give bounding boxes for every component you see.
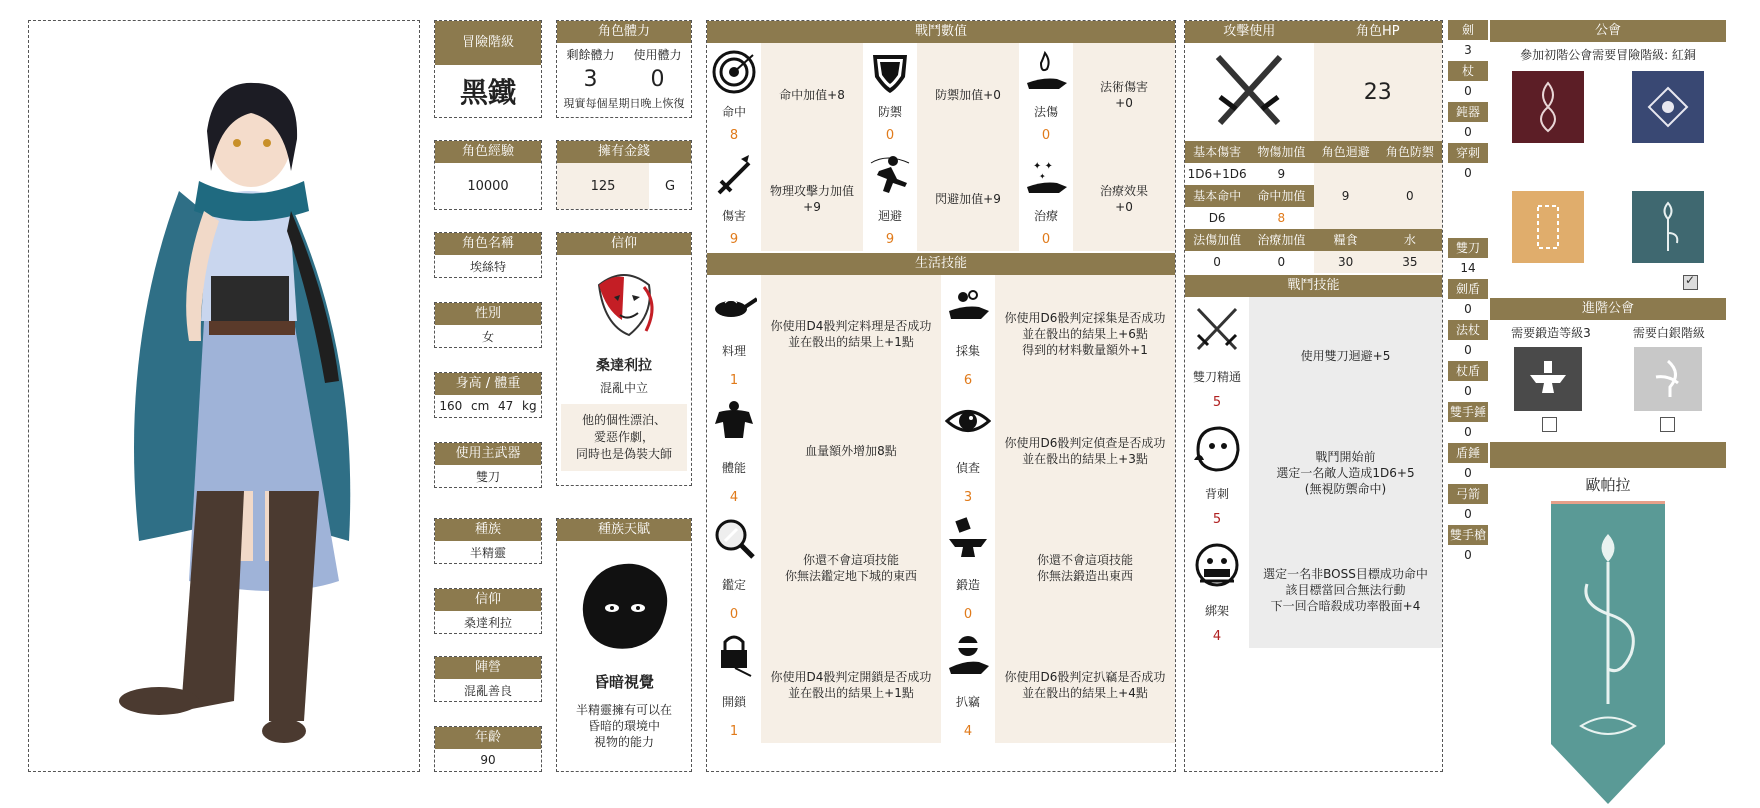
anvil-guild-emblem[interactable] [1514, 347, 1582, 411]
exp-value: 10000 [467, 178, 509, 194]
life-skill-value: 6 [963, 373, 973, 388]
crossed-swords-icon [1190, 303, 1244, 357]
weapon-level-value: 0 [1464, 507, 1472, 521]
hit-bonus-value: 8 [1277, 211, 1286, 225]
base-damage-value: 1D6+1D6 [1187, 167, 1247, 181]
hp-label: 角色HP [1355, 24, 1400, 39]
combat-stats-title: 戰鬥數值 [707, 21, 1175, 43]
stamina-title: 角色體力 [557, 21, 691, 43]
life-skills-title: 生活技能 [707, 253, 1175, 275]
combat-stat-icon-column [1019, 43, 1073, 147]
combat-stat-icon-column [707, 43, 761, 147]
svg-text:✦: ✦ [1039, 172, 1046, 181]
height-weight-box [434, 372, 542, 418]
life-skill-cell [941, 392, 1175, 509]
combat-stat-effect: 閃避加值+9 [917, 147, 1019, 251]
joined-guild-header [1490, 442, 1726, 468]
combat-skill-cell [1185, 531, 1442, 648]
combat-skill-cell [1185, 414, 1442, 531]
weapon-level-value: 0 [1464, 166, 1472, 180]
weapon-level-value: 0 [1464, 84, 1472, 98]
life-skill-row [707, 392, 1175, 509]
combat-stat-name: 迴避 [877, 209, 902, 223]
height-value: 160 [439, 399, 463, 413]
combat-skill-name: 綁架 [1204, 603, 1229, 618]
height-weight-label: 身高 / 體重 [435, 373, 541, 395]
base-hit-value: D6 [1208, 211, 1226, 225]
life-skill-effect: 你使用D6骰判定扒竊是否成功 並在骰出的結果上+4點 [995, 626, 1175, 743]
life-skill-cell [941, 509, 1175, 626]
advanced-guild-title: 進階公會 [1490, 298, 1726, 320]
weapon-level-value: 0 [1464, 343, 1472, 357]
life-skill-value: 4 [729, 490, 739, 505]
weapon-level-value: 0 [1464, 548, 1472, 562]
attack-panel [1184, 20, 1443, 772]
name-box [434, 232, 542, 278]
deity-desc-line: 他的個性漂泊、 [581, 413, 666, 427]
lock-icon [711, 632, 757, 678]
money-box [556, 140, 692, 210]
weight-unit: kg [522, 399, 537, 413]
combat-stat-icon-column [863, 147, 917, 251]
life-skill-name: 採集 [955, 343, 980, 358]
main-weapon-box [434, 442, 542, 488]
bound-face-icon [1190, 537, 1244, 591]
life-skill-icon-column [941, 392, 995, 509]
life-skill-row [707, 275, 1175, 392]
faith-box [434, 588, 542, 634]
combat-skills-title: 戰鬥技能 [1185, 275, 1442, 297]
combat-skill-value: 5 [1212, 512, 1222, 527]
guild-emblem-teal[interactable] [1632, 191, 1704, 263]
combat-skill-icon-column [1185, 297, 1249, 414]
race-talent-desc-line: 昏暗的環境中 [587, 719, 660, 733]
weapon-level-label: 劍盾 [1448, 279, 1488, 299]
gender-label: 性別 [435, 303, 541, 325]
life-skill-cell [941, 275, 1175, 392]
weapon-level-value: 0 [1464, 125, 1472, 139]
life-skill-effect: 你還不會這項技能 你無法鍛造出東西 [995, 509, 1175, 626]
combat-stat-name: 治療 [1033, 209, 1058, 223]
combat-stat-cell [707, 147, 863, 251]
money-title: 擁有金錢 [557, 141, 691, 163]
alignment-box [434, 656, 542, 702]
combat-row [707, 43, 1175, 147]
combat-skill-value: 4 [1212, 629, 1222, 644]
life-skill-effect: 你使用D6骰判定採集是否成功 並在骰出的結果上+6點 得到的材料數量額外+1 [995, 275, 1175, 392]
life-skill-row [707, 509, 1175, 626]
character-portrait [29, 21, 419, 771]
muscle-icon [711, 398, 757, 444]
food-label: 糧食 [1333, 233, 1358, 247]
combat-stat-cell [863, 147, 1019, 251]
life-skill-effect: 血量額外增加8點 [761, 392, 941, 509]
guild-teal-checkbox[interactable] [1683, 275, 1698, 290]
weapon-level-value: 0 [1464, 302, 1472, 316]
combat-stat-name: 法傷 [1033, 105, 1058, 119]
life-skill-value: 4 [963, 724, 973, 739]
defense-label: 角色防禦 [1385, 145, 1434, 159]
life-skill-value: 3 [963, 490, 973, 505]
weapon-level-value: 0 [1464, 384, 1472, 398]
advanced-req-silver: 需要白銀階級 [1632, 326, 1705, 340]
combat-stat-value: 9 [729, 232, 739, 247]
age-value: 90 [480, 753, 496, 767]
combat-skill-effect: 選定一名非BOSS目標成功命中 該目標當回合無法行動 下一回合暗殺成功率骰面+4 [1249, 531, 1442, 648]
stamina-remain-label: 剩餘體力 [566, 48, 615, 62]
sword-icon [711, 153, 757, 199]
guild-banner [1551, 501, 1665, 808]
life-skill-row [707, 626, 1175, 743]
weapon-level-value: 0 [1464, 425, 1472, 439]
alignment-value: 混亂善良 [463, 683, 512, 698]
life-skill-cell [707, 275, 941, 392]
life-skill-cell [707, 509, 941, 626]
life-skill-name: 偵查 [955, 460, 980, 475]
silver-guild-emblem[interactable] [1634, 347, 1702, 411]
rank-label: 冒險階級 [435, 21, 541, 65]
defense-value: 0 [1378, 163, 1442, 229]
weapon-level-value: 0 [1464, 466, 1472, 480]
weapon-level-label: 杖 [1448, 61, 1488, 81]
combat-stat-effect: 防禦加值+0 [917, 43, 1019, 147]
weapon-level-label: 雙手錘 [1448, 402, 1488, 422]
life-skill-icon-column [941, 626, 995, 743]
life-skill-icon-column [707, 392, 761, 509]
main-weapon-value: 雙刀 [475, 469, 500, 484]
race-talent-title: 種族天賦 [557, 519, 691, 541]
main-weapon-label: 使用主武器 [435, 443, 541, 465]
life-skill-name: 開鎖 [721, 694, 746, 709]
gender-box [434, 302, 542, 348]
combat-stat-effect: 命中加值+8 [761, 43, 863, 147]
guild-panel [1490, 20, 1726, 772]
magnifier-icon [711, 515, 757, 561]
combat-skill-icon-column [1185, 531, 1249, 648]
guild-note: 參加初階公會需要冒險階級: 紅銅 [1520, 48, 1696, 62]
attack-header [1185, 21, 1442, 43]
stamina-use-value: 0 [650, 67, 665, 92]
combat-stat-value: 0 [885, 128, 895, 143]
weapon-level-label: 鈍器 [1448, 102, 1488, 122]
deity-title: 信仰 [557, 233, 691, 255]
combat-skill-name: 雙刀精通 [1192, 369, 1241, 384]
gender-value: 女 [481, 329, 494, 344]
combat-stat-effect: 法術傷害 +0 [1073, 43, 1175, 147]
weapon-level-value: 3 [1464, 43, 1472, 57]
name-label: 角色名稱 [435, 233, 541, 255]
heal-hand-icon [1023, 153, 1069, 199]
crossed-swords-icon [1185, 43, 1314, 141]
rank-value: 黑鐵 [459, 76, 516, 109]
heal-bonus-label: 治療加值 [1257, 233, 1306, 247]
thief-icon [945, 632, 991, 678]
deity-description [561, 404, 687, 471]
height-unit: cm [471, 399, 490, 413]
age-label: 年齡 [435, 727, 541, 749]
food-value: 30 [1314, 251, 1378, 273]
magic-bonus-label: 法傷加值 [1193, 233, 1242, 247]
race-value: 半精靈 [469, 545, 506, 560]
life-skill-name: 料理 [721, 343, 746, 358]
combat-stat-cell [863, 43, 1019, 147]
magic-hand-icon [1023, 49, 1069, 95]
guild-emblem-amber[interactable] [1512, 191, 1584, 263]
heal-bonus-value: 0 [1277, 255, 1286, 269]
evade-value: 9 [1314, 163, 1378, 229]
combat-stat-icon-column [863, 43, 917, 147]
gather-hand-icon [945, 281, 991, 327]
backstab-face-icon [1190, 420, 1244, 474]
combat-stat-effect: 治療效果 +0 [1073, 147, 1175, 251]
race-label: 種族 [435, 519, 541, 541]
character-portrait-frame [28, 20, 420, 772]
guild-title: 公會 [1490, 20, 1726, 42]
life-skill-name: 鍛造 [955, 577, 980, 592]
life-skill-icon-column [941, 509, 995, 626]
age-box [434, 726, 542, 772]
deity-alignment: 混亂中立 [599, 381, 648, 395]
deity-desc-line: 同時也是偽裝大師 [575, 447, 672, 461]
weight-value: 47 [498, 399, 514, 413]
frying-pan-icon [711, 281, 757, 327]
evade-label: 角色迴避 [1321, 145, 1370, 159]
weapon-levels-column [1448, 20, 1488, 772]
shield-icon [867, 49, 913, 95]
hp-value: 23 [1314, 43, 1443, 141]
combat-row [707, 147, 1175, 251]
combat-stat-cell [707, 43, 863, 147]
life-skill-effect: 你還不會這項技能 你無法鑑定地下城的東西 [761, 509, 941, 626]
deity-desc-line: 愛惡作劇， [593, 430, 654, 444]
combat-stat-name: 命中 [721, 105, 746, 119]
base-damage-label: 基本傷害 [1193, 145, 1242, 159]
attack-use-label: 攻擊使用 [1223, 24, 1276, 39]
combat-skill-effect: 使用雙刀迴避+5 [1249, 297, 1442, 414]
combat-stats-panel [706, 20, 1176, 772]
weapon-level-label: 穿刺 [1448, 143, 1488, 163]
height-weight-values [435, 395, 541, 417]
life-skill-value: 0 [729, 607, 739, 622]
banner-name: 歐帕拉 [1585, 476, 1631, 494]
life-skill-value: 0 [963, 607, 973, 622]
combat-skill-effect: 戰鬥開始前 選定一名敵人造成1D6+5 (無視防禦命中) [1249, 414, 1442, 531]
race-box [434, 518, 542, 564]
life-skill-value: 1 [729, 373, 739, 388]
life-skill-effect: 你使用D4骰判定料理是否成功 並在骰出的結果上+1點 [761, 275, 941, 392]
deity-mask-icon [557, 255, 691, 355]
race-talent-name: 昏暗視覺 [593, 673, 654, 691]
guild-emblem-crimson[interactable] [1512, 71, 1584, 143]
combat-skill-icon-column [1185, 414, 1249, 531]
life-skill-icon-column [707, 275, 761, 392]
silver-guild-checkbox[interactable] [1660, 417, 1675, 432]
deity-name: 桑達利拉 [596, 358, 652, 374]
life-skill-value: 1 [729, 724, 739, 739]
rank-box [434, 20, 542, 118]
money-amount: 125 [557, 163, 649, 209]
water-value: 35 [1378, 251, 1442, 273]
weapon-level-value: 14 [1460, 261, 1476, 275]
race-talent-description [557, 702, 691, 750]
life-skill-name: 鑑定 [721, 577, 746, 592]
exp-box [434, 140, 542, 210]
weapon-level-label: 雙手槍 [1448, 525, 1488, 545]
combat-skill-name: 背刺 [1204, 486, 1229, 501]
target-icon [711, 49, 757, 95]
exp-label: 角色經驗 [435, 141, 541, 163]
alignment-label: 陣營 [435, 657, 541, 679]
combat-stat-icon-column [707, 147, 761, 251]
combat-stat-name: 傷害 [721, 209, 746, 223]
guild-emblem-navy[interactable] [1632, 71, 1704, 143]
eye-icon [945, 398, 991, 444]
life-skill-icon-column [707, 626, 761, 743]
life-skill-name: 扒竊 [955, 694, 980, 709]
advanced-req-forge: 需要鍛造等級3 [1511, 326, 1591, 340]
anvil-guild-checkbox[interactable] [1542, 417, 1557, 432]
weapon-level-label: 法杖 [1448, 320, 1488, 340]
life-skill-cell [941, 626, 1175, 743]
money-unit: G [664, 178, 676, 194]
life-skill-name: 體能 [721, 460, 746, 475]
stamina-box [556, 20, 692, 118]
combat-skill-cell [1185, 297, 1442, 414]
weapon-level-label: 劍 [1448, 20, 1488, 40]
life-skill-icon-column [941, 275, 995, 392]
life-skill-effect: 你使用D4骰判定開鎖是否成功 並在骰出的結果上+1點 [761, 626, 941, 743]
deity-box [556, 232, 692, 486]
name-value: 埃絲特 [469, 259, 506, 274]
hit-bonus-label: 命中加值 [1257, 189, 1306, 203]
combat-stat-icon-column [1019, 147, 1073, 251]
magic-bonus-value: 0 [1213, 255, 1221, 269]
dodge-icon [867, 153, 913, 199]
combat-stat-value: 9 [885, 232, 895, 247]
stamina-note: 現實每個星期日晚上恢復 [563, 97, 685, 110]
base-hit-label: 基本命中 [1193, 189, 1242, 203]
race-talent-desc-line: 半精靈擁有可以在 [575, 703, 672, 717]
svg-text:✦ ✦: ✦ ✦ [1033, 161, 1053, 172]
race-talent-desc-line: 視物的能力 [593, 735, 654, 749]
weapon-level-label: 杖盾 [1448, 361, 1488, 381]
combat-stat-name: 防禦 [877, 105, 902, 119]
stamina-remain-value: 3 [583, 67, 598, 92]
weapon-level-label: 弓箭 [1448, 484, 1488, 504]
water-label: 水 [1403, 233, 1416, 247]
weapon-level-label: 雙刀 [1448, 238, 1488, 258]
stamina-use-label: 使用體力 [633, 48, 682, 62]
faith-value: 桑達利拉 [463, 615, 512, 630]
combat-stat-value: 0 [1041, 232, 1051, 247]
weapon-level-label: 盾錘 [1448, 443, 1488, 463]
life-skill-cell [707, 626, 941, 743]
phys-bonus-label: 物傷加值 [1257, 145, 1306, 159]
faith-label: 信仰 [435, 589, 541, 611]
life-skill-cell [707, 392, 941, 509]
darkvision-icon [557, 541, 691, 671]
life-skill-icon-column [707, 509, 761, 626]
combat-stat-value: 8 [729, 128, 739, 143]
combat-skill-value: 5 [1212, 395, 1222, 410]
combat-stat-effect: 物理攻擊力加值+9 [761, 147, 863, 251]
combat-stat-value: 0 [1041, 128, 1051, 143]
anvil-icon [945, 515, 991, 561]
race-talent-box [556, 518, 692, 772]
combat-stat-cell [1019, 43, 1175, 147]
combat-stat-cell [1019, 147, 1175, 251]
life-skill-effect: 你使用D6骰判定偵查是否成功 並在骰出的結果上+3點 [995, 392, 1175, 509]
phys-bonus-value: 9 [1277, 167, 1286, 181]
